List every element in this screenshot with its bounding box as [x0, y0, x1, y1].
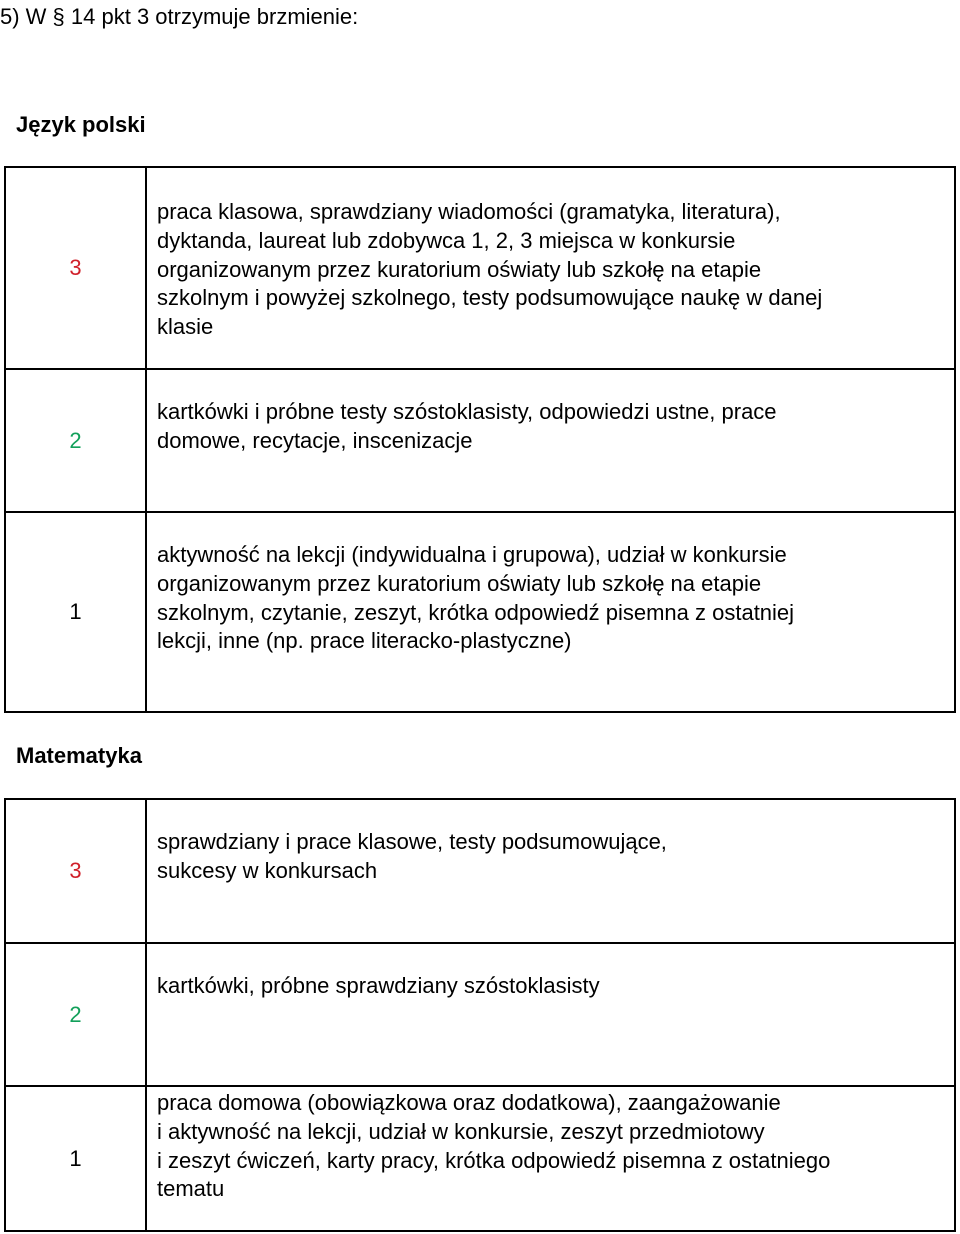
heading-matematyka: Matematyka [16, 743, 142, 768]
table-row [6, 168, 956, 370]
description-line: klasie [157, 314, 214, 340]
grade-table-jezyk-polski [4, 166, 956, 713]
description-line: sprawdziany i prace klasowe, testy podsumowujące, [157, 829, 667, 854]
grade-cell: 3 [6, 168, 147, 368]
description-line: organizowanym przez kuratorium oświaty lub szkołę na etapie [157, 570, 762, 596]
description-cell [147, 370, 956, 511]
intro-text: 5) W § 14 pkt 3 otrzymuje brzmienie: [0, 4, 359, 29]
heading-jezyk-polski: Język polski [16, 112, 146, 137]
description-line: i aktywność na lekcji, udział w konkursie, zeszyt przedmiotowy [157, 1118, 765, 1144]
table-row [6, 800, 956, 944]
description-line: szkolnym, czytanie, zeszyt, krótka odpowiedź pisemna z ostatniej [157, 599, 795, 625]
description-line: lekcji, inne (np. prace literacko-plastyczne) [157, 628, 572, 654]
description-line: dyktanda, laureat lub zdobywca 1, 2, 3 miejsca w konkursie [157, 227, 736, 253]
description-line: kartkówki i próbne testy szóstoklasisty, odpowiedzi ustne, prace [157, 399, 777, 424]
description-line: sukcesy w konkursach [157, 857, 378, 883]
description-line: kartkówki, próbne sprawdziany szóstoklasisty [157, 973, 600, 998]
description-line: tematu [157, 1176, 225, 1202]
grade-cell: 1 [6, 1087, 147, 1230]
description-cell [147, 513, 956, 711]
grade-cell: 2 [6, 944, 147, 1085]
description-line: praca klasowa, sprawdziany wiadomości (gramatyka, literatura), [157, 199, 781, 224]
description-cell [147, 800, 956, 942]
table-row [6, 944, 956, 1087]
grade-cell: 2 [6, 370, 147, 511]
description-cell [147, 1087, 956, 1230]
table-row [6, 513, 956, 713]
description-line: aktywność na lekcji (indywidualna i grupowa), udział w konkursie [157, 542, 787, 567]
description-cell [147, 168, 956, 368]
grade-cell: 3 [6, 800, 147, 942]
description-line: organizowanym przez kuratorium oświaty lub szkołę na etapie [157, 256, 762, 282]
description-line: szkolnym i powyżej szkolnego, testy podsumowujące naukę w danej [157, 285, 823, 311]
description-line: i zeszyt ćwiczeń, karty pracy, krótka odpowiedź pisemna z ostatniego [157, 1147, 831, 1173]
grade-cell: 1 [6, 513, 147, 711]
description-line: praca domowa (obowiązkowa oraz dodatkowa), zaangażowanie [157, 1090, 781, 1115]
grade-table-matematyka [4, 798, 956, 1232]
table-row [6, 370, 956, 513]
description-cell [147, 944, 956, 1085]
description-line: domowe, recytacje, inscenizacje [157, 427, 473, 453]
table-row [6, 1087, 956, 1232]
